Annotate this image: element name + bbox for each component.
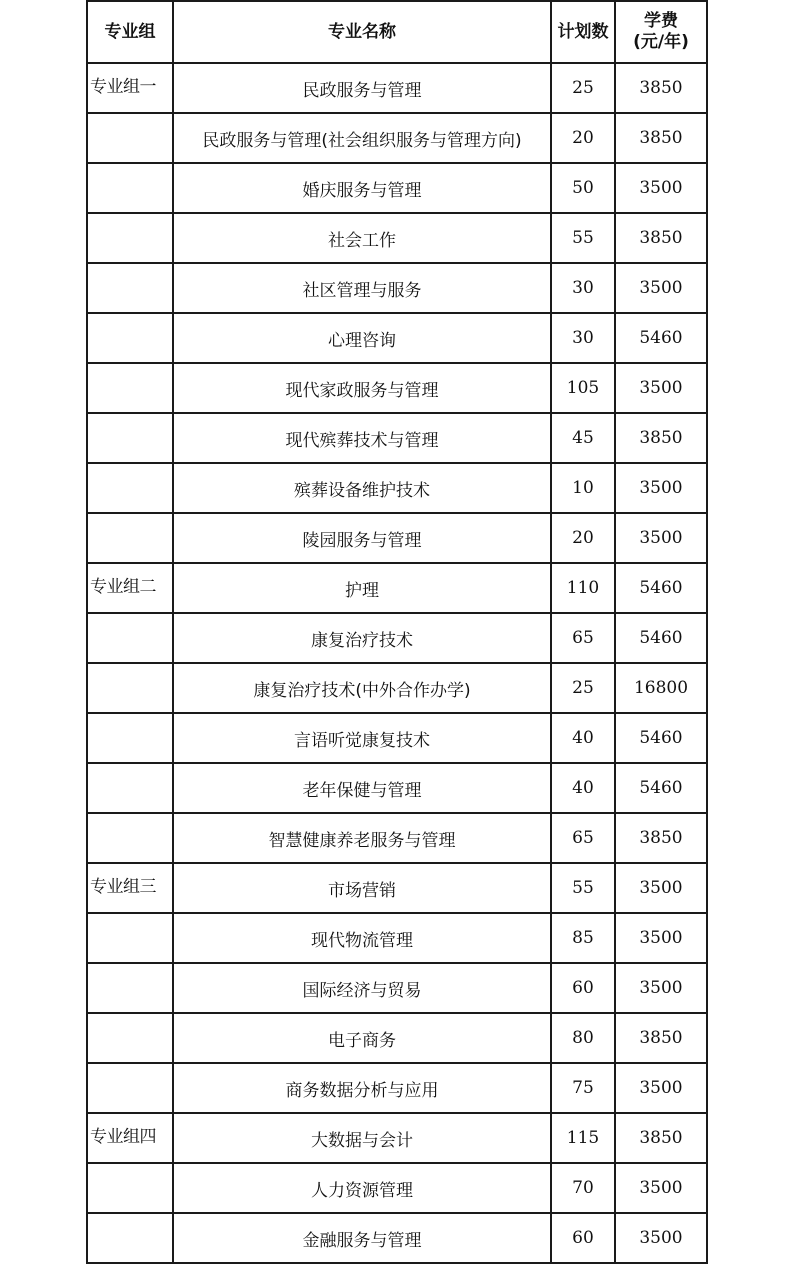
table-row [87,363,707,413]
plan-count-cell: 115 [551,1113,615,1163]
header-tuition-line1: 学费 [644,11,678,31]
plan-count-cell: 30 [551,263,615,313]
table-row [87,813,707,863]
plan-count-cell: 55 [551,863,615,913]
plan-count-cell: 45 [551,413,615,463]
group-cell [87,113,173,163]
plan-count-cell: 50 [551,163,615,213]
tuition-cell: 5460 [615,763,707,813]
tuition-cell: 5460 [615,313,707,363]
group-cell [87,313,173,363]
table-row [87,863,707,913]
plan-count-cell: 60 [551,1213,615,1263]
major-name-cell: 老年保健与管理 [173,763,551,813]
tuition-cell: 3500 [615,463,707,513]
group-cell [87,1213,173,1263]
major-name-cell: 言语听觉康复技术 [173,713,551,763]
group-cell [87,163,173,213]
header-major-name: 专业名称 [173,1,551,63]
plan-count-cell: 20 [551,513,615,563]
table-row [87,963,707,1013]
major-name-cell: 心理咨询 [173,313,551,363]
table-row [87,713,707,763]
group-cell [87,463,173,513]
group-cell [87,363,173,413]
plan-count-cell: 10 [551,463,615,513]
major-name-cell: 婚庆服务与管理 [173,163,551,213]
plan-count-cell: 30 [551,313,615,363]
tuition-cell: 3500 [615,963,707,1013]
tuition-cell: 5460 [615,563,707,613]
table-row [87,763,707,813]
tuition-cell: 3500 [615,513,707,563]
table-row [87,913,707,963]
tuition-cell: 3850 [615,113,707,163]
tuition-cell: 3850 [615,1013,707,1063]
table-row [87,1163,707,1213]
group-cell [87,763,173,813]
table-row [87,413,707,463]
major-name-cell: 商务数据分析与应用 [173,1063,551,1113]
table-row [87,163,707,213]
tuition-cell: 3500 [615,863,707,913]
group-cell [87,713,173,763]
major-name-cell: 现代家政服务与管理 [173,363,551,413]
major-name-cell: 国际经济与贸易 [173,963,551,1013]
tuition-cell: 3850 [615,213,707,263]
table-row [87,663,707,713]
plan-count-cell: 85 [551,913,615,963]
tuition-cell: 3850 [615,813,707,863]
table-row [87,63,707,113]
tuition-cell: 3500 [615,1063,707,1113]
plan-count-cell: 40 [551,763,615,813]
tuition-cell: 3500 [615,913,707,963]
plan-count-cell: 55 [551,213,615,263]
major-name-cell: 社会工作 [173,213,551,263]
group-cell [87,913,173,963]
enrollment-plan-table [86,0,708,1264]
table-header-row [87,1,707,63]
table-row [87,1063,707,1113]
header-plan-count: 计划数 [551,1,615,63]
table-body [87,63,707,1263]
plan-count-cell: 25 [551,663,615,713]
tuition-cell: 3850 [615,63,707,113]
tuition-cell: 3500 [615,1213,707,1263]
group-cell [87,613,173,663]
group-cell [87,1063,173,1113]
table-row [87,1013,707,1063]
major-name-cell: 康复治疗技术 [173,613,551,663]
major-name-cell: 陵园服务与管理 [173,513,551,563]
plan-count-cell: 20 [551,113,615,163]
tuition-cell: 3500 [615,163,707,213]
tuition-cell: 16800 [615,663,707,713]
major-name-cell: 大数据与会计 [173,1113,551,1163]
major-name-cell: 智慧健康养老服务与管理 [173,813,551,863]
table-row [87,213,707,263]
plan-count-cell: 70 [551,1163,615,1213]
table-row [87,263,707,313]
tuition-cell: 3850 [615,413,707,463]
major-name-cell: 现代殡葬技术与管理 [173,413,551,463]
major-name-cell: 康复治疗技术(中外合作办学) [173,663,551,713]
plan-count-cell: 25 [551,63,615,113]
plan-count-cell: 105 [551,363,615,413]
group-cell [87,813,173,863]
group-cell [87,663,173,713]
major-name-cell: 人力资源管理 [173,1163,551,1213]
major-name-cell: 市场营销 [173,863,551,913]
table-row [87,463,707,513]
plan-count-cell: 65 [551,813,615,863]
major-name-cell: 社区管理与服务 [173,263,551,313]
group-cell: 专业组三 [87,863,173,913]
major-name-cell: 民政服务与管理 [173,63,551,113]
major-name-cell: 民政服务与管理(社会组织服务与管理方向) [173,113,551,163]
group-cell: 专业组四 [87,1113,173,1163]
table-row [87,1113,707,1163]
plan-count-cell: 65 [551,613,615,663]
major-name-cell: 金融服务与管理 [173,1213,551,1263]
table-row [87,513,707,563]
group-cell: 专业组二 [87,563,173,613]
tuition-cell: 3500 [615,1163,707,1213]
group-cell [87,513,173,563]
plan-count-cell: 110 [551,563,615,613]
header-tuition [615,1,707,63]
table-row [87,113,707,163]
tuition-cell: 5460 [615,713,707,763]
group-cell [87,1013,173,1063]
major-name-cell: 电子商务 [173,1013,551,1063]
table-row [87,563,707,613]
group-cell [87,263,173,313]
tuition-cell: 3500 [615,363,707,413]
major-name-cell: 殡葬设备维护技术 [173,463,551,513]
tuition-cell: 3500 [615,263,707,313]
header-group: 专业组 [87,1,173,63]
group-cell: 专业组一 [87,63,173,113]
group-cell [87,213,173,263]
table-row [87,313,707,363]
group-cell [87,963,173,1013]
major-name-cell: 现代物流管理 [173,913,551,963]
header-tuition-line2: (元/年) [633,32,689,52]
tuition-cell: 5460 [615,613,707,663]
plan-count-cell: 40 [551,713,615,763]
group-cell [87,413,173,463]
table-row [87,613,707,663]
plan-count-cell: 60 [551,963,615,1013]
table-row [87,1213,707,1263]
major-name-cell: 护理 [173,563,551,613]
plan-count-cell: 80 [551,1013,615,1063]
tuition-cell: 3850 [615,1113,707,1163]
plan-count-cell: 75 [551,1063,615,1113]
group-cell [87,1163,173,1213]
